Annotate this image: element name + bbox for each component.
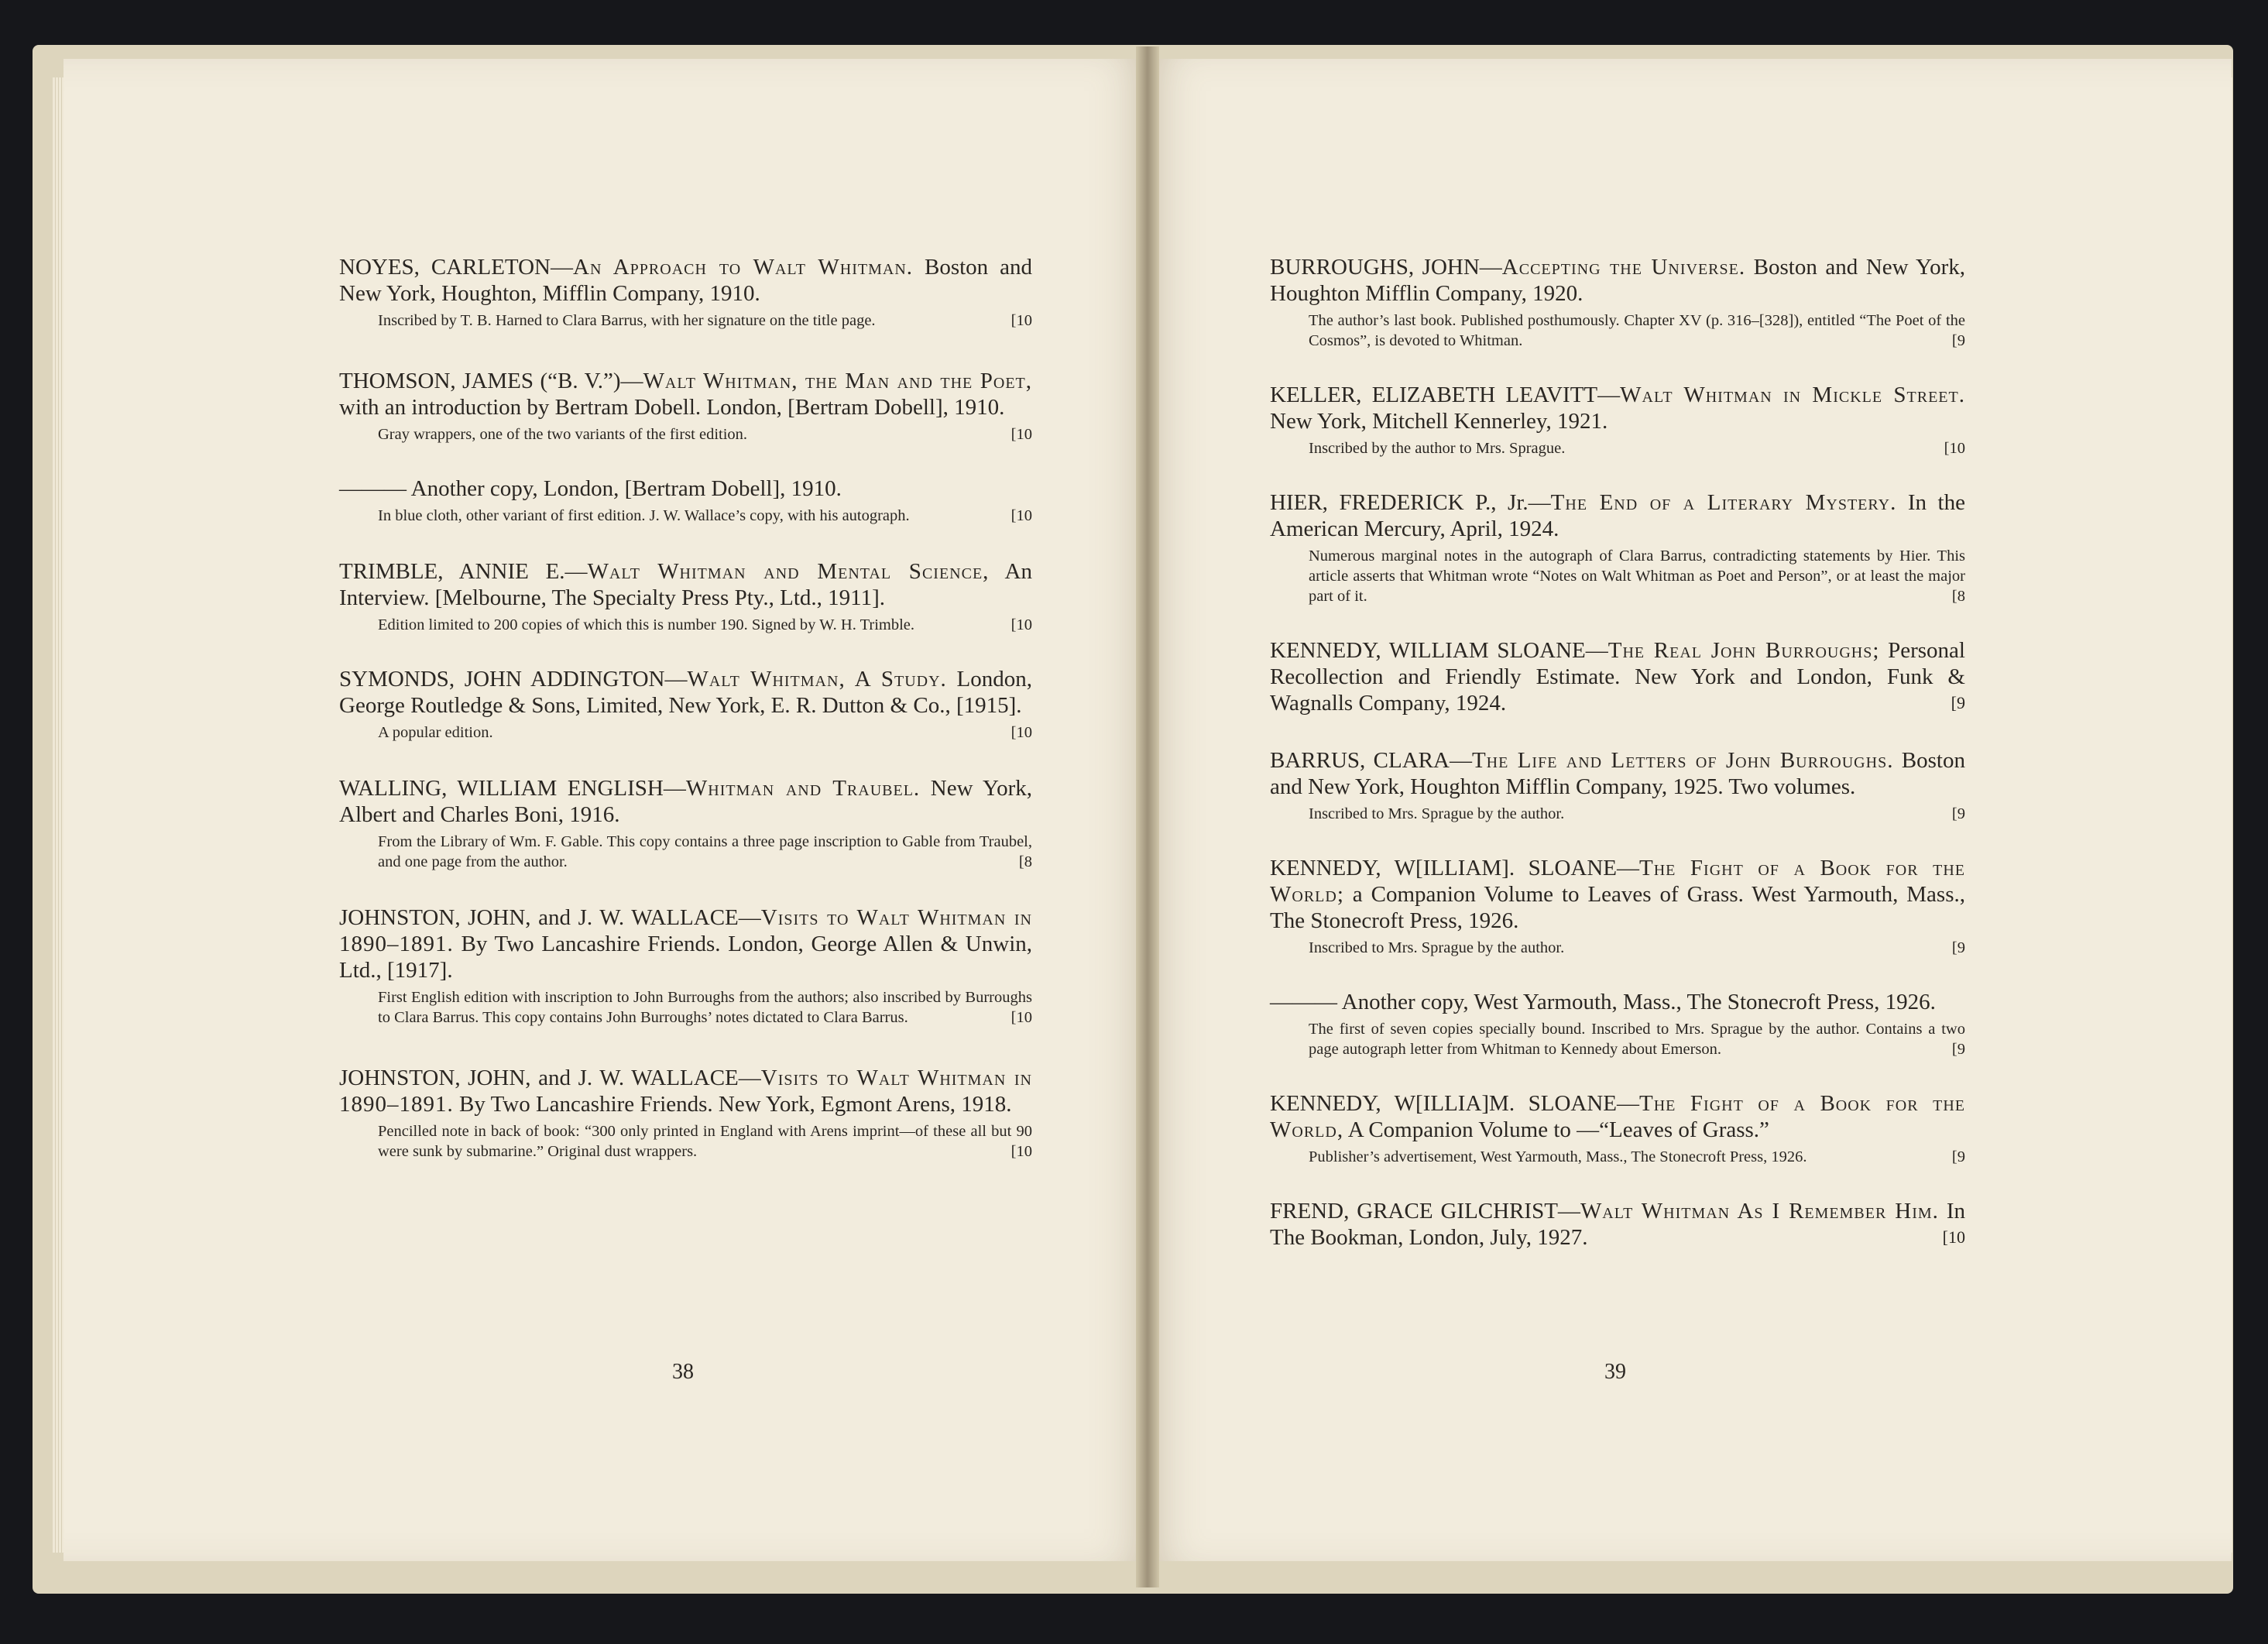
catalogue-entry — [1270, 1198, 1965, 1251]
entry-note-row — [339, 987, 1032, 1028]
entry-title: The Fight of a Book for the World; — [1270, 856, 1965, 907]
entry-imprint: New York, Albert and Charles Boni, 1916. — [339, 776, 1032, 827]
entry-title: Walt Whitman in Mickle Street. — [1620, 383, 1965, 407]
entry-note-row — [1270, 546, 1965, 606]
entry-imprint: Boston and New York, Houghton, Mifflin Company, 1910. — [339, 255, 1032, 306]
entry-citation — [339, 368, 1032, 420]
catalogue-entry — [1270, 855, 1965, 958]
entry-title: Visits to Walt Whitman in 1890–1891. — [339, 1066, 1033, 1117]
entry-note: Gray wrappers, one of the two variants of the first edition. — [378, 426, 748, 443]
entry-imprint: Another copy, West Yarmouth, Mass., The Stonecroft Press, 1926. — [1341, 990, 1936, 1014]
entry-author: ——— — [1270, 990, 1342, 1014]
entry-price: [10 — [1010, 426, 1032, 443]
entry-title: The End of a Literary Mystery. — [1550, 490, 1897, 515]
entry-author: KENNEDY, WILLIAM SLOANE— — [1270, 638, 1608, 663]
entry-imprint: By Two Lancashire Friends. London, George Allen & Unwin, Ltd., [1917]. — [339, 932, 1032, 983]
entry-price: [10 — [1010, 312, 1032, 329]
entry-price: [10 — [1942, 1227, 1965, 1247]
entry-note-row — [339, 615, 1032, 635]
entry-imprint: a Companion Volume to Leaves of Grass. West Yarmouth, Mass., The Stonecroft Press, 1926. — [1270, 882, 1965, 933]
entry-author: ——— — [339, 476, 411, 501]
entry-author: WALLING, WILLIAM ENGLISH— — [339, 776, 686, 801]
entry-note-row — [1270, 804, 1965, 824]
catalogue-entry — [339, 475, 1032, 526]
entry-note: Edition limited to 200 copies of which this is number 190. Signed by W. H. Trimble. — [378, 616, 915, 633]
entry-citation — [1270, 855, 1965, 934]
catalogue-entry — [1270, 637, 1965, 716]
entry-citation — [339, 558, 1032, 611]
entry-note: Pencilled note in back of book: “300 only printed in England with Arens imprint—of these all but 90 were sunk by submarine.” Original dust wrappers. — [378, 1123, 1032, 1160]
entry-price: [9 — [1951, 939, 1965, 956]
entry-note: The first of seven copies specially bound. Inscribed to Mrs. Sprague by the author. Contains a two page autograph letter from Whitman to Kennedy about Emerson. — [1309, 1021, 1965, 1058]
entry-note-row — [1270, 1019, 1965, 1059]
entry-citation — [339, 904, 1032, 983]
catalogue-entry — [339, 558, 1032, 635]
entry-imprint: Another copy, London, [Bertram Dobell], 1910. — [410, 476, 842, 501]
entry-note: Publisher’s advertisement, West Yarmouth, Mass., The Stonecroft Press, 1926. — [1309, 1148, 1807, 1165]
entry-citation — [339, 254, 1032, 307]
entry-title: Accepting the Universe. — [1501, 255, 1746, 280]
entry-price: [10 — [1010, 1143, 1032, 1160]
entry-note: Inscribed by the author to Mrs. Sprague. — [1309, 440, 1566, 457]
entry-note: Inscribed to Mrs. Sprague by the author. — [1309, 805, 1565, 822]
entry-imprint: with an introduction by Bertram Dobell. London, [Bertram Dobell], 1910. — [339, 395, 1005, 420]
entry-title: The Real John Burroughs; — [1608, 638, 1880, 663]
catalogue-entry — [1270, 489, 1965, 606]
entry-imprint: An Interview. [Melbourne, The Specialty Press Pty., Ltd., 1911]. — [339, 559, 1032, 610]
entry-author: BARRUS, CLARA— — [1270, 748, 1472, 773]
catalogue-entry — [339, 904, 1032, 1028]
entry-citation — [1270, 989, 1965, 1015]
entry-price: [10 — [1944, 440, 1965, 457]
entry-note: Inscribed by T. B. Harned to Clara Barrus, with her signature on the title page. — [378, 312, 876, 329]
entry-author: KELLER, ELIZABETH LEAVITT— — [1270, 383, 1621, 407]
entry-imprint: Boston and New York, Houghton Mifflin Company, 1925. Two volumes. — [1270, 748, 1965, 799]
entry-citation — [1270, 489, 1965, 542]
entry-note: A popular edition. — [378, 724, 493, 741]
entry-title: Visits to Walt Whitman in 1890–1891. — [339, 905, 1033, 956]
entry-price: [10 — [1010, 616, 1032, 633]
entry-price: [8 — [1018, 853, 1032, 870]
entry-note-row — [1270, 438, 1965, 458]
entry-citation — [1270, 1198, 1965, 1251]
entry-note: Numerous marginal notes in the autograph of Clara Barrus, contradicting statements by Hier. This article asserts that Whitman wrote “Notes on Walt Whitman as Poet and Person”, or at least the major part of it. — [1309, 547, 1965, 605]
entry-price: [10 — [1010, 507, 1032, 524]
catalogue-entry — [1270, 382, 1965, 458]
entry-title: Walt Whitman As I Remember Him. — [1580, 1199, 1939, 1224]
entry-author: KENNEDY, W[ILLIAM]. SLOANE— — [1270, 856, 1640, 880]
entry-author: HIER, FREDERICK P., Jr.— — [1270, 490, 1551, 515]
entry-citation — [339, 775, 1032, 828]
entry-note-row — [339, 832, 1032, 872]
entry-title: Walt Whitman, the Man and the Poet, — [643, 369, 1033, 393]
right-page-column — [1270, 223, 1965, 1251]
entry-imprint: A Companion Volume to —“Leaves of Grass.” — [1343, 1117, 1769, 1142]
entry-note-row — [339, 311, 1032, 331]
entry-citation — [339, 666, 1032, 719]
entry-price: [8 — [1951, 588, 1965, 605]
entry-imprint: By Two Lancashire Friends. New York, Egmont Arens, 1918. — [453, 1092, 1012, 1117]
entry-citation — [1270, 382, 1965, 434]
catalogue-entry — [339, 775, 1032, 872]
entry-title: The Fight of a Book for the World, — [1270, 1091, 1965, 1142]
entry-note-row — [339, 1121, 1032, 1162]
entry-author: NOYES, CARLETON— — [339, 255, 573, 280]
entry-imprint: London, George Routledge & Sons, Limited, New York, E. R. Dutton & Co., [1915]. — [339, 667, 1032, 718]
entry-note: First English edition with inscription to John Burroughs from the authors; also inscribed by Burroughs to Clara Barrus. This copy contains John Burroughs’ notes dictated to Clara Barrus. — [378, 989, 1032, 1026]
entry-note-row — [339, 506, 1032, 526]
catalogue-entry — [339, 254, 1032, 331]
entry-price: [9 — [1951, 805, 1965, 822]
left-page-column — [339, 223, 1032, 1162]
entry-price: [10 — [1010, 1009, 1032, 1026]
entry-citation — [339, 475, 1032, 502]
entry-imprint: Personal Recollection and Friendly Estimate. New York and London, Funk & Wagnalls Company, 1924. — [1270, 638, 1965, 716]
entry-author: THOMSON, JAMES (“B. V.”)— — [339, 369, 643, 393]
entry-note: The author’s last book. Published posthumously. Chapter XV (p. 316–[328]), entitled “The Poet of the Cosmos”, is devoted to Whitman. — [1309, 312, 1965, 349]
entry-author: FREND, GRACE GILCHRIST— — [1270, 1199, 1580, 1224]
entry-author: BURROUGHS, JOHN— — [1270, 255, 1502, 280]
entry-author: SYMONDS, JOHN ADDINGTON— — [339, 667, 688, 692]
entry-title: Whitman and Traubel. — [685, 776, 921, 801]
page-number-right: 39 — [1604, 1360, 1626, 1384]
entry-note: From the Library of Wm. F. Gable. This copy contains a three page inscription to Gable from Traubel, and one page from the author. — [378, 833, 1032, 870]
catalogue-entry — [339, 666, 1032, 743]
entry-title: The Life and Letters of John Burroughs. — [1471, 748, 1894, 773]
catalogue-entry — [339, 368, 1032, 444]
entry-citation — [1270, 254, 1965, 307]
entry-price: [9 — [1951, 1148, 1965, 1165]
catalogue-entry — [339, 1065, 1032, 1162]
entry-note: In blue cloth, other variant of first edition. J. W. Wallace’s copy, with his autograph. — [378, 507, 910, 524]
entry-note-row — [1270, 311, 1965, 351]
book-gutter — [1136, 46, 1159, 1587]
entry-imprint: In The Bookman, London, July, 1927. — [1270, 1199, 1965, 1250]
entry-citation — [339, 1065, 1032, 1117]
entry-citation — [1270, 747, 1965, 800]
entry-imprint: New York, Mitchell Kennerley, 1921. — [1270, 409, 1608, 434]
entry-price: [9 — [1951, 332, 1965, 349]
entry-price: [10 — [1010, 724, 1032, 741]
entry-note-row — [1270, 1147, 1965, 1167]
catalogue-entry — [1270, 254, 1965, 351]
entry-imprint: Boston and New York, Houghton Mifflin Company, 1920. — [1270, 255, 1965, 306]
catalogue-entry — [1270, 1090, 1965, 1167]
entry-author: KENNEDY, W[ILLIA]M. SLOANE— — [1270, 1091, 1640, 1116]
entry-citation — [1270, 1090, 1965, 1143]
entry-note-row — [339, 722, 1032, 743]
catalogue-entry — [1270, 989, 1965, 1059]
entry-note-row — [339, 424, 1032, 444]
entry-author: JOHNSTON, JOHN, and J. W. WALLACE— — [339, 1066, 761, 1090]
entry-note: Inscribed to Mrs. Sprague by the author. — [1309, 939, 1565, 956]
catalogue-entry — [1270, 747, 1965, 824]
entry-title: Walt Whitman, A Study. — [687, 667, 947, 692]
entry-price: [9 — [1951, 693, 1965, 712]
entry-author: TRIMBLE, ANNIE E.— — [339, 559, 588, 584]
entry-imprint: In the American Mercury, April, 1924. — [1270, 490, 1965, 541]
entry-note-row — [1270, 938, 1965, 958]
entry-citation — [1270, 637, 1965, 716]
page-number-left: 38 — [672, 1360, 694, 1384]
entry-title: Walt Whitman and Mental Science, — [587, 559, 990, 584]
entry-title: An Approach to Walt Whitman. — [573, 255, 914, 280]
entry-price: [9 — [1951, 1041, 1965, 1058]
entry-author: JOHNSTON, JOHN, and J. W. WALLACE— — [339, 905, 761, 930]
